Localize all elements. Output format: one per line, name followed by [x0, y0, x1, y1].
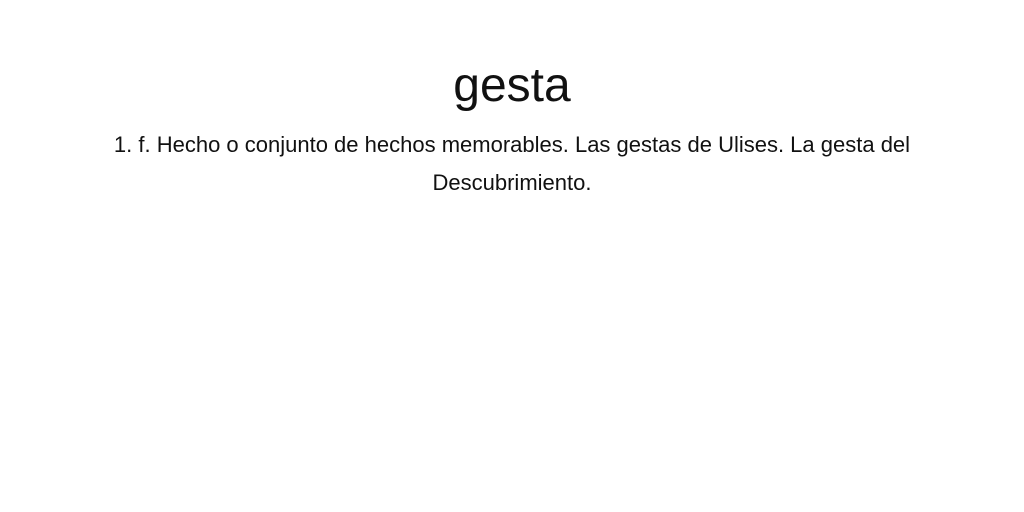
definition-text: 1. f. Hecho o conjunto de hechos memorables. Las gestas de Ulises. La gesta del Descubrimiento. [113, 132, 911, 195]
headword: gesta [453, 59, 571, 112]
